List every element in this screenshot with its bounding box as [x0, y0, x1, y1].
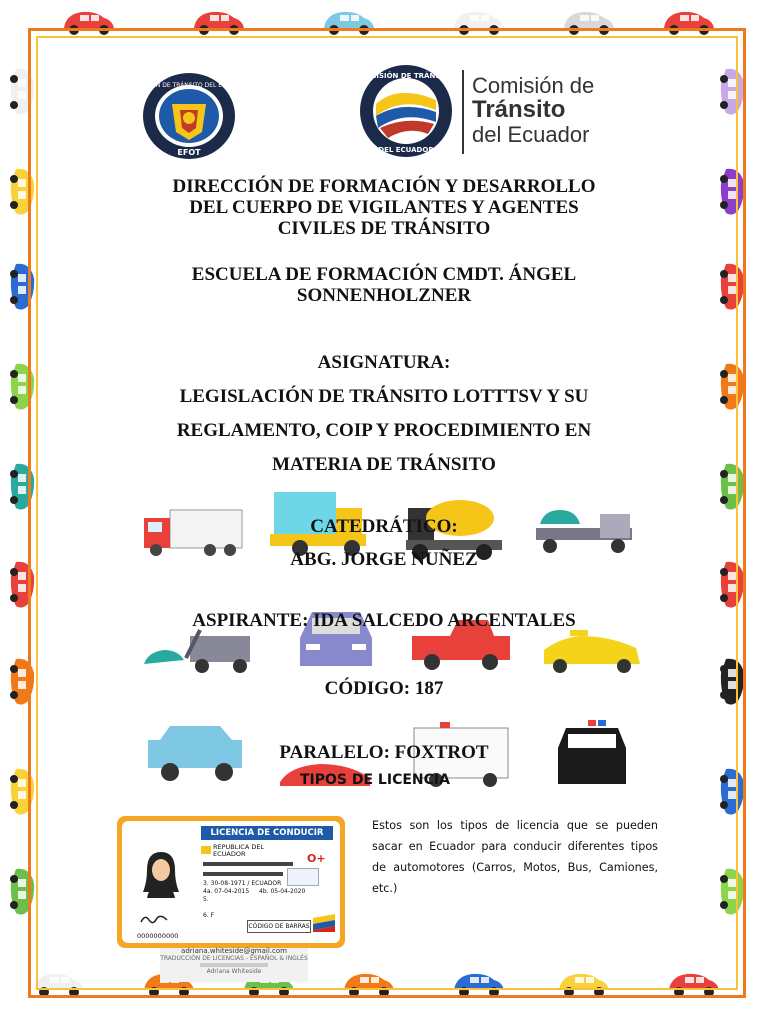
license-corner-logo	[313, 914, 335, 932]
teacher-label: CATEDRÁTICO:	[310, 516, 458, 537]
section-title: TIPOS DE LICENCIA	[300, 772, 450, 788]
wrecker-truck-icon	[144, 630, 250, 673]
header-line2: DEL CUERPO DE VIGILANTES Y AGENTES	[189, 197, 579, 218]
license-name-bar	[203, 862, 293, 866]
subject-label: ASIGNATURA:	[317, 352, 451, 373]
license-description: Estos son los tipos de licencia que se pueden sacar en Ecuador para conducir diferentes tipos de automotores (Carros, Motos, Bus, Camiones, etc.)	[372, 819, 658, 895]
cte-seal-logo	[358, 64, 454, 158]
whiteside-stamp	[287, 868, 319, 886]
license-row3: 3. 30-08-1971 / ECUADOR	[203, 880, 282, 887]
license-card	[117, 816, 345, 948]
license-row4b: 4b. 05-04-2020	[259, 888, 306, 895]
school-block	[100, 264, 668, 306]
subject-block	[100, 346, 668, 482]
license-footer-line1: TRADUCCIÓN DE LICENCIAS - ESPAÑOL & INGLÉS	[160, 955, 308, 962]
license-number: 0000000000	[137, 932, 179, 940]
cte-ring-bottom: DEL ECUADOR	[378, 146, 434, 154]
license-country-line2: ECUADOR	[213, 850, 246, 858]
cte-wordmark-line3: del Ecuador	[472, 122, 590, 147]
subject-line3: MATERIA DE TRÁNSITO	[272, 454, 496, 475]
header-line3: CIVILES DE TRÁNSITO	[277, 218, 491, 239]
cte-wordmark-line2: Tránsito	[472, 96, 566, 123]
cte-wordmark	[472, 74, 594, 148]
efot-bottom-text: EFOT	[177, 148, 201, 157]
license-country-line1: REPUBLICA DEL	[213, 843, 265, 851]
flag-ribbon-icon	[313, 914, 335, 932]
cte-wordmark-line1: Comisión de	[472, 73, 595, 98]
efot-logo	[129, 72, 249, 160]
license-blood-type: O+	[307, 852, 326, 865]
signature-mark	[139, 912, 169, 930]
teacher-name: ABG. JORGE NUÑEZ	[290, 549, 478, 570]
license-row6: 6. F	[203, 912, 215, 919]
header-line1: DIRECCIÓN DE FORMACIÓN Y DESARROLLO	[172, 176, 596, 197]
license-country	[213, 844, 264, 858]
cte-ring-top: COMISIÓN DE TRÁNSITO	[358, 72, 454, 80]
school-line2: SONNENHOLZNER	[296, 285, 472, 306]
subject-line1: LEGISLACIÓN DE TRÁNSITO LOTTTSV Y SU	[179, 386, 589, 407]
license-surname-bar	[203, 872, 283, 876]
ecuador-flag-icon	[201, 846, 211, 854]
driver-photo-avatar	[135, 848, 187, 898]
license-footer	[160, 948, 308, 982]
efot-ring-text: COMISIÓN DE TRÁNSITO DEL ECUADOR	[129, 82, 249, 89]
logo-divider	[462, 70, 464, 154]
group-line: PARALELO: FOXTROT	[279, 742, 489, 763]
signature-icon	[139, 912, 169, 926]
license-row5: 5.	[203, 896, 209, 903]
license-row4a: 4a. 07-04-2015	[203, 888, 250, 895]
header-block	[100, 176, 668, 239]
subject-line2: REGLAMENTO, COIP Y PROCEDIMIENTO EN	[176, 420, 592, 441]
license-footer-line3: Adriana Whiteside	[206, 968, 262, 975]
code-line: CÓDIGO: 187	[324, 678, 444, 699]
license-footer-bar	[200, 963, 268, 967]
license-title: LICENCIA DE CONDUCIR	[201, 826, 333, 840]
license-barcode: CÓDIGO DE BARRAS	[247, 920, 311, 933]
school-line1: ESCUELA DE FORMACIÓN CMDT. ÁNGEL	[191, 264, 577, 285]
taxi-icon	[544, 630, 640, 673]
student-line: ASPIRANTE: IDA SALCEDO ARCENTALES	[192, 610, 576, 631]
license-email: adriana.whiteside@gmail.com	[181, 947, 287, 955]
